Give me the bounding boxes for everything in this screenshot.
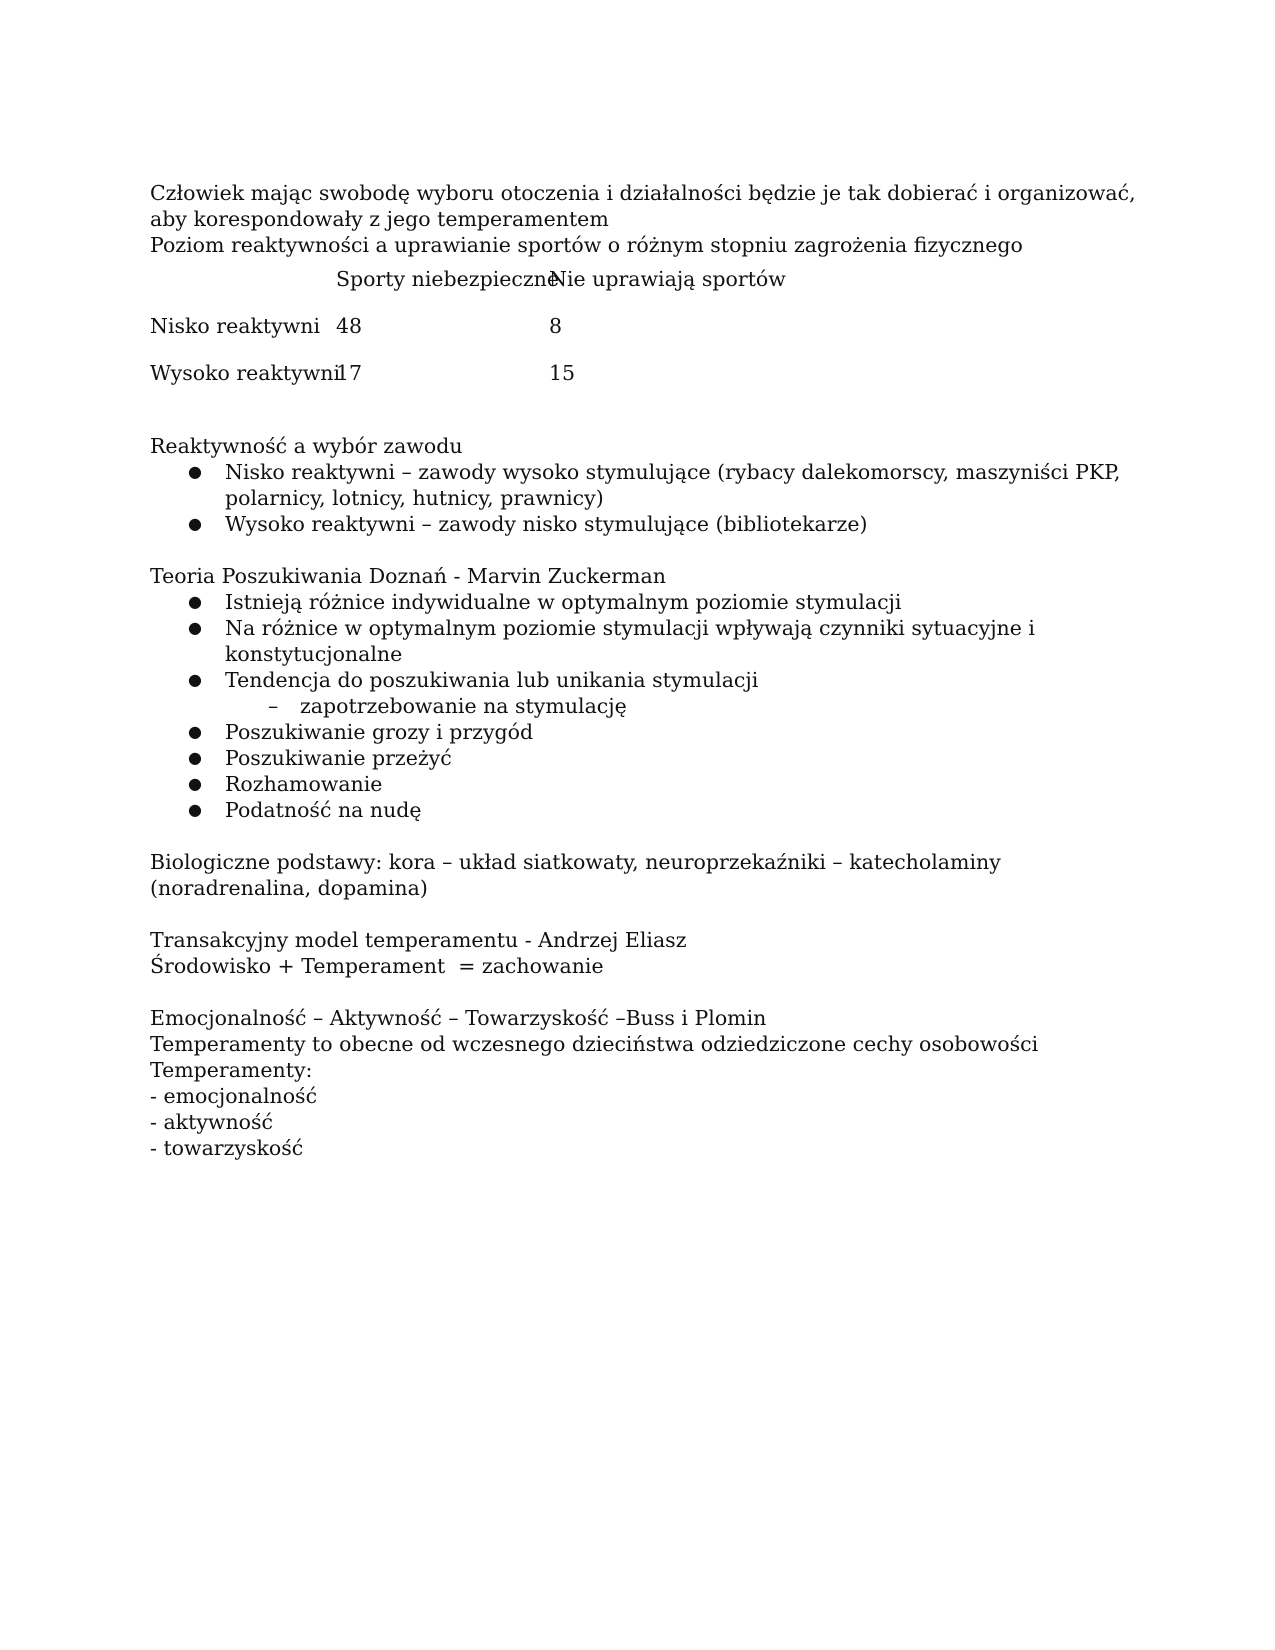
table-header-cell: Sporty niebezpieczne (336, 267, 560, 291)
list-item: ● Nisko reaktywni – zawody wysoko stymulujące (rybacy dalekomorscy, maszyniści PKP, polarnicy, lotnicy, hutnicy, prawnicy) (188, 460, 1121, 510)
list-item: ● Poszukiwanie przeżyć (188, 746, 452, 770)
bullet-icon: ● (188, 748, 202, 767)
intro-line-3: Poziom reaktywności a uprawianie sportów o różnym stopniu zagrożenia fizycznego (150, 233, 1023, 257)
table-header-cell: Nie uprawiają sportów (549, 267, 786, 291)
list-item: - emocjonalność (150, 1084, 318, 1108)
table-cell: 48 (336, 314, 363, 338)
intro-line-1: Człowiek mając swobodę wyboru otoczenia i działalności będzie je tak dobierać i organizować, (150, 181, 1136, 205)
list-item: ● Podatność na nudę (188, 798, 422, 822)
biology-line-1: Biologiczne podstawy: kora – układ siatkowaty, neuroprzekaźniki – katecholaminy (150, 850, 1001, 874)
temperament-label: Temperamenty: (150, 1058, 313, 1082)
section-title: Teoria Poszukiwania Doznań - Marvin Zuckerman (150, 564, 666, 588)
reactivity-table (150, 266, 1130, 407)
section-title: Reaktywność a wybór zawodu (150, 434, 463, 458)
table-row (150, 313, 1130, 360)
table-cell: 8 (549, 314, 563, 338)
table-cell-label: Wysoko reaktywni (150, 361, 341, 385)
list-item: ● Wysoko reaktywni – zawody nisko stymulujące (bibliotekarze) (188, 512, 868, 536)
bullet-icon: ● (188, 618, 202, 637)
table-row (150, 360, 1130, 407)
table-cell-label: Nisko reaktywni (150, 314, 320, 338)
list-item: ● Poszukiwanie grozy i przygód (188, 720, 534, 744)
buss-plomin-title: Emocjonalność – Aktywność – Towarzyskość –Buss i Plomin (150, 1006, 767, 1030)
temperament-definition: Temperamenty to obecne od wczesnego dzieciństwa odziedziczone cechy osobowości (150, 1032, 1039, 1056)
document-page (150, 180, 1136, 1161)
bullet-icon: ● (188, 722, 202, 741)
bullet-icon: ● (188, 774, 202, 793)
bullet-icon: ● (188, 592, 202, 611)
dash-icon: – (268, 694, 279, 718)
biology-line-2: (noradrenalina, dopamina) (150, 876, 428, 900)
bullet-list (150, 589, 1130, 693)
bullet-list (150, 459, 1130, 537)
list-subitem: – zapotrzebowanie na stymulację (268, 694, 627, 718)
bullet-icon: ● (188, 800, 202, 819)
list-item: ● Tendencja do poszukiwania lub unikania stymulacji (188, 668, 759, 692)
list-item: ● Rozhamowanie (188, 772, 383, 796)
list-item: - towarzyskość (150, 1136, 304, 1160)
eliasz-formula: Środowisko + Temperament = zachowanie (150, 954, 604, 978)
table-header-row (150, 266, 1130, 313)
list-item: - aktywność (150, 1110, 273, 1134)
list-item: ● Na różnice w optymalnym poziomie stymulacji wpływają czynniki sytuacyjne i konstytucjonalne (188, 616, 1035, 666)
bullet-icon: ● (188, 514, 202, 533)
table-cell: 17 (336, 361, 363, 385)
intro-line-2: aby korespondowały z jego temperamentem (150, 207, 609, 231)
bullet-icon: ● (188, 670, 202, 689)
sub-list (150, 693, 1130, 719)
bullet-icon: ● (188, 462, 202, 481)
eliasz-title: Transakcyjny model temperamentu - Andrzej Eliasz (150, 928, 687, 952)
table-cell: 15 (549, 361, 576, 385)
bullet-list (150, 719, 1130, 823)
list-item: ● Istnieją różnice indywidualne w optymalnym poziomie stymulacji (188, 590, 902, 614)
